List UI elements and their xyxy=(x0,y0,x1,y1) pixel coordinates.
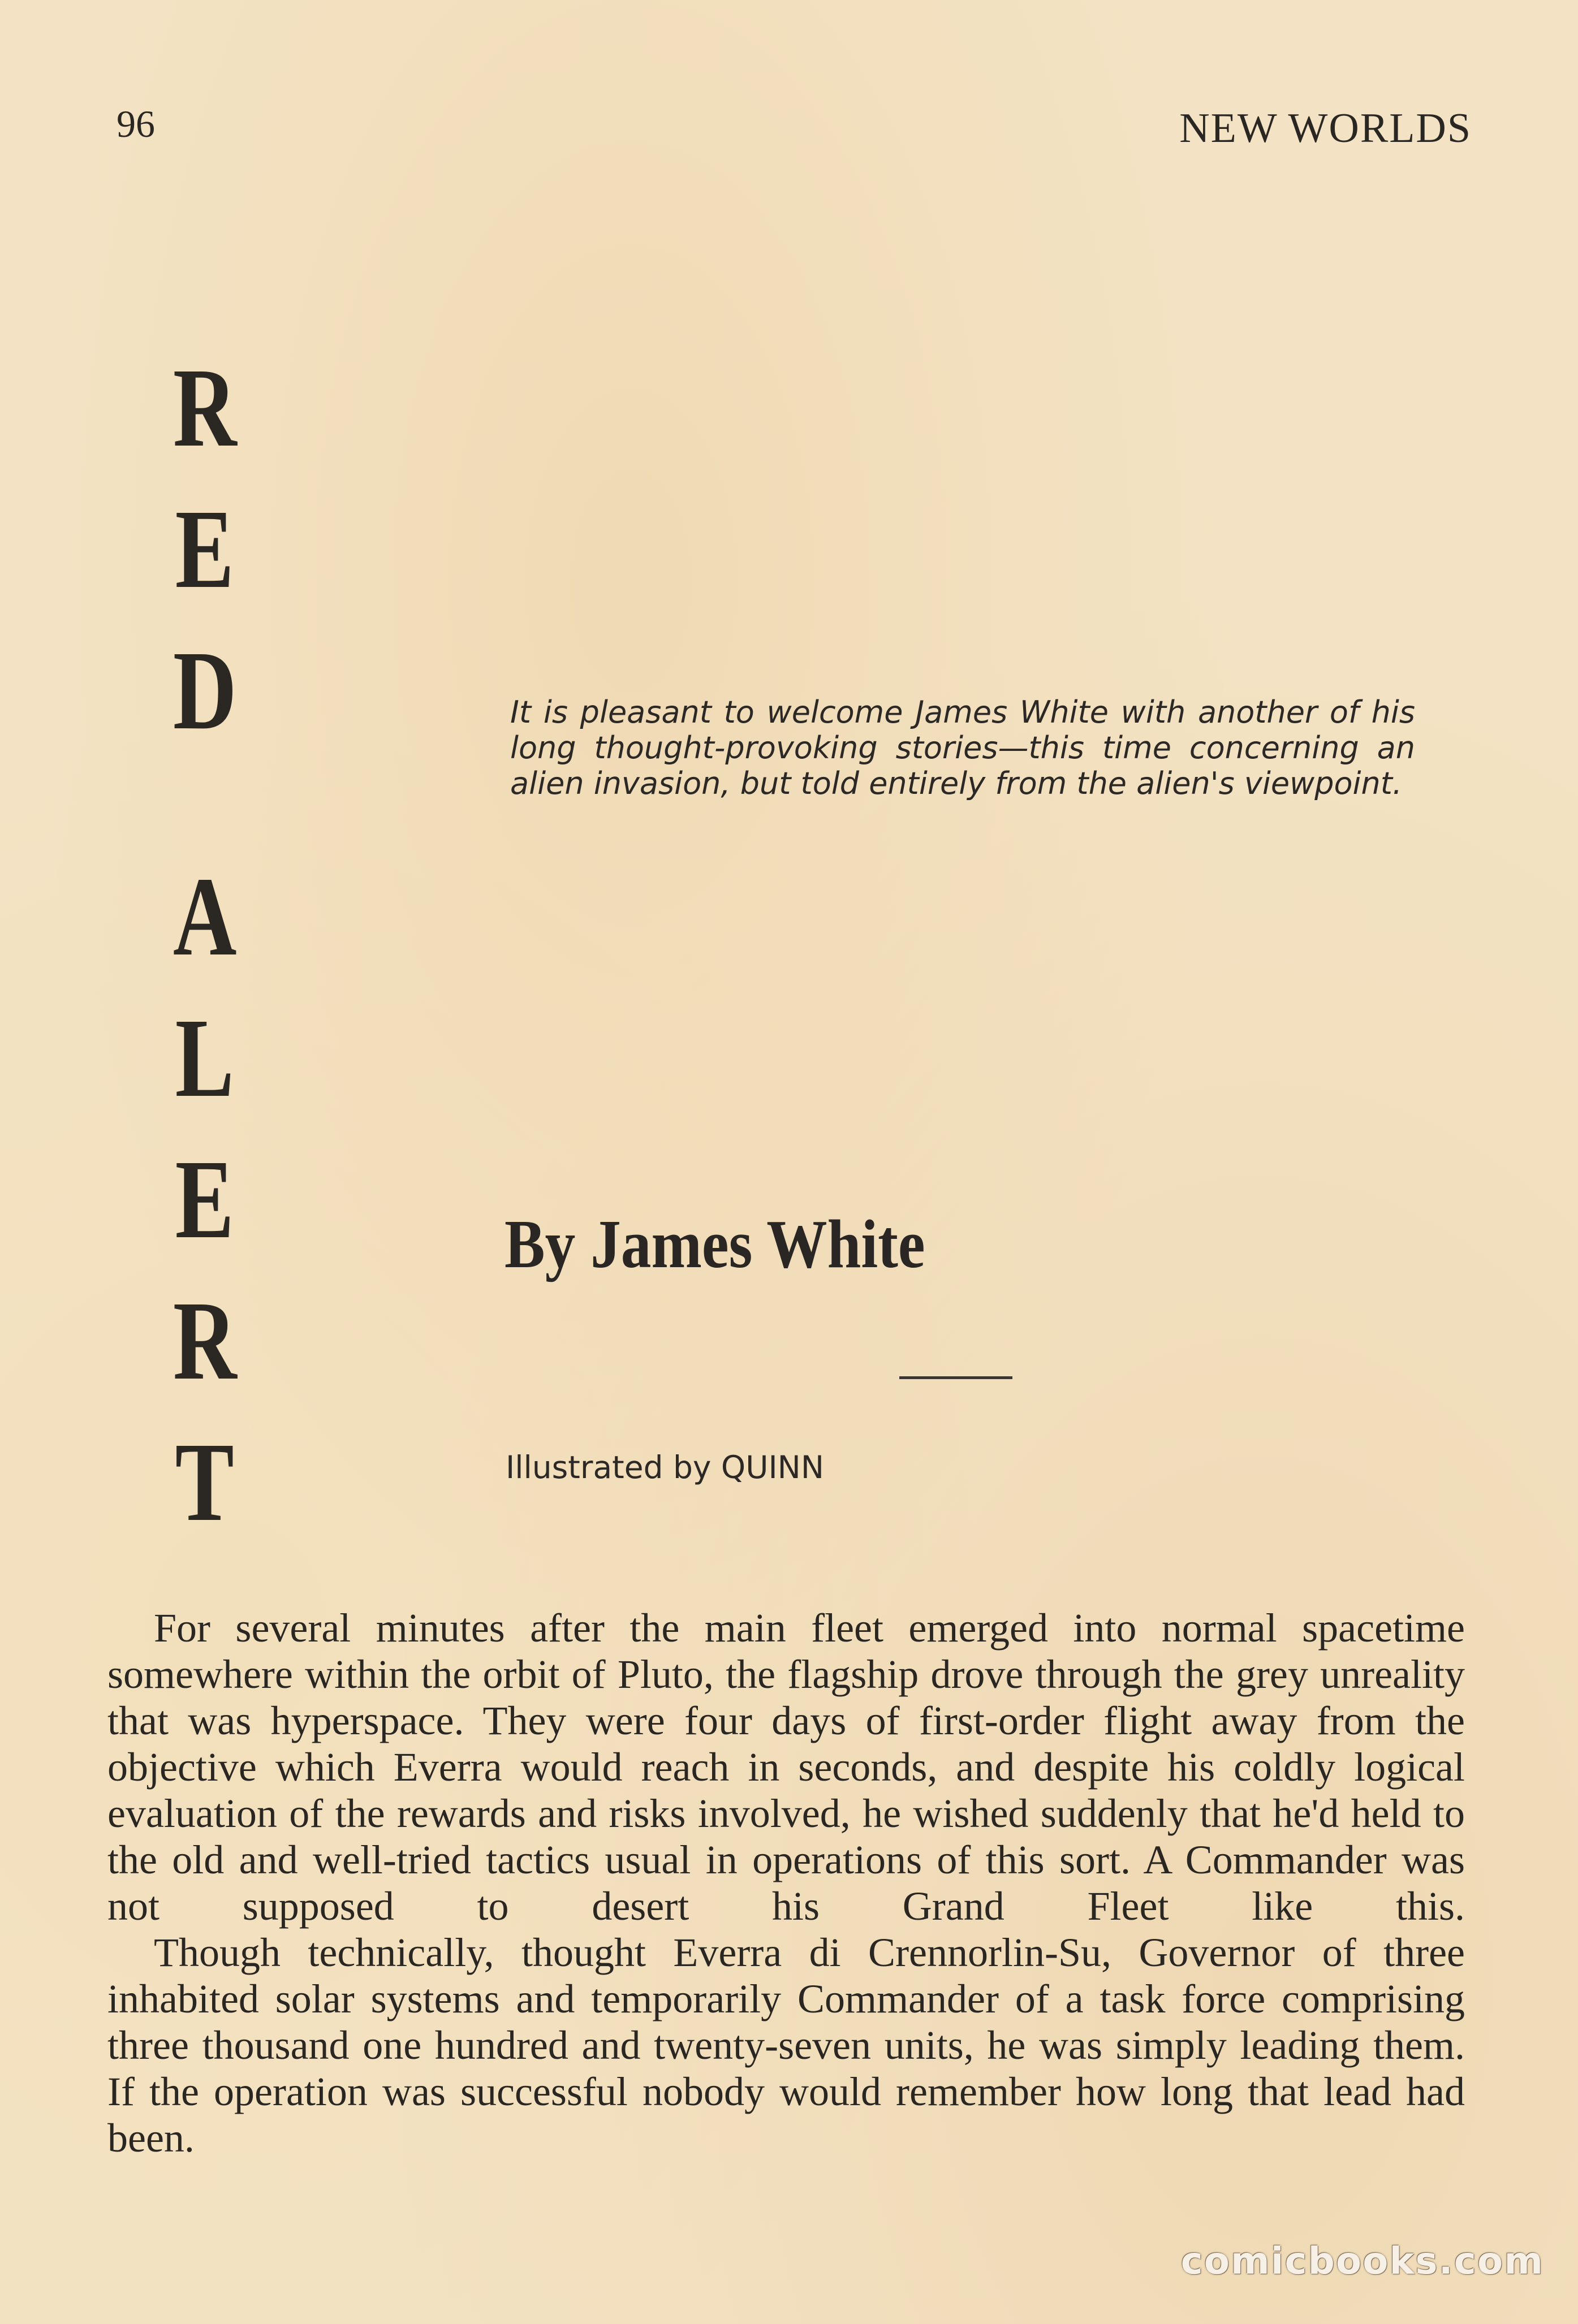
title-letter: T xyxy=(175,1420,235,1545)
title-letter: R xyxy=(173,345,237,470)
byline: By James White xyxy=(505,1206,925,1282)
story-title xyxy=(148,345,261,1567)
divider-rule xyxy=(899,1376,1012,1379)
intro-blurb: It is pleasant to welcome James White with another of his long thought-provoking stories—this time concerning an alien invasion, but told entirely from the alien's viewpoint. xyxy=(510,694,1415,801)
title-letter: L xyxy=(175,996,235,1121)
title-letter: R xyxy=(173,1278,237,1403)
title-letter: E xyxy=(175,487,235,612)
page-number: 96 xyxy=(117,102,155,145)
title-letter: A xyxy=(173,854,237,979)
title-letter: E xyxy=(175,1137,235,1262)
running-head: NEW WORLDS xyxy=(1179,105,1472,152)
body-text xyxy=(107,1605,1465,2161)
watermark: comicbooks.com xyxy=(1180,2239,1544,2283)
title-letter: D xyxy=(173,628,237,753)
paragraph: Though technically, thought Everra di Crennorlin-Su, Governor of three inhabited solar systems and temporarily Commander of a task force comprising three thousand one hundred and twenty-seven units, he was simply leading them. If the operation was successful nobody would remember how long that lead had been. xyxy=(107,1930,1465,2161)
paragraph: For several minutes after the main fleet emerged into normal spacetime somewhere within the orbit of Pluto, the flagship drove through the grey unreality that was hyperspace. They were four days of first-order flight away from the objective which Everra would reach in seconds, and despite his coldly logical evaluation of the rewards and risks involved, he wished suddenly that he'd held to the old and well-tried tactics usual in operations of this sort. A Commander was not supposed to desert his Grand Fleet like this. xyxy=(107,1605,1465,1929)
illustrator-credit: Illustrated by QUINN xyxy=(506,1449,824,1485)
